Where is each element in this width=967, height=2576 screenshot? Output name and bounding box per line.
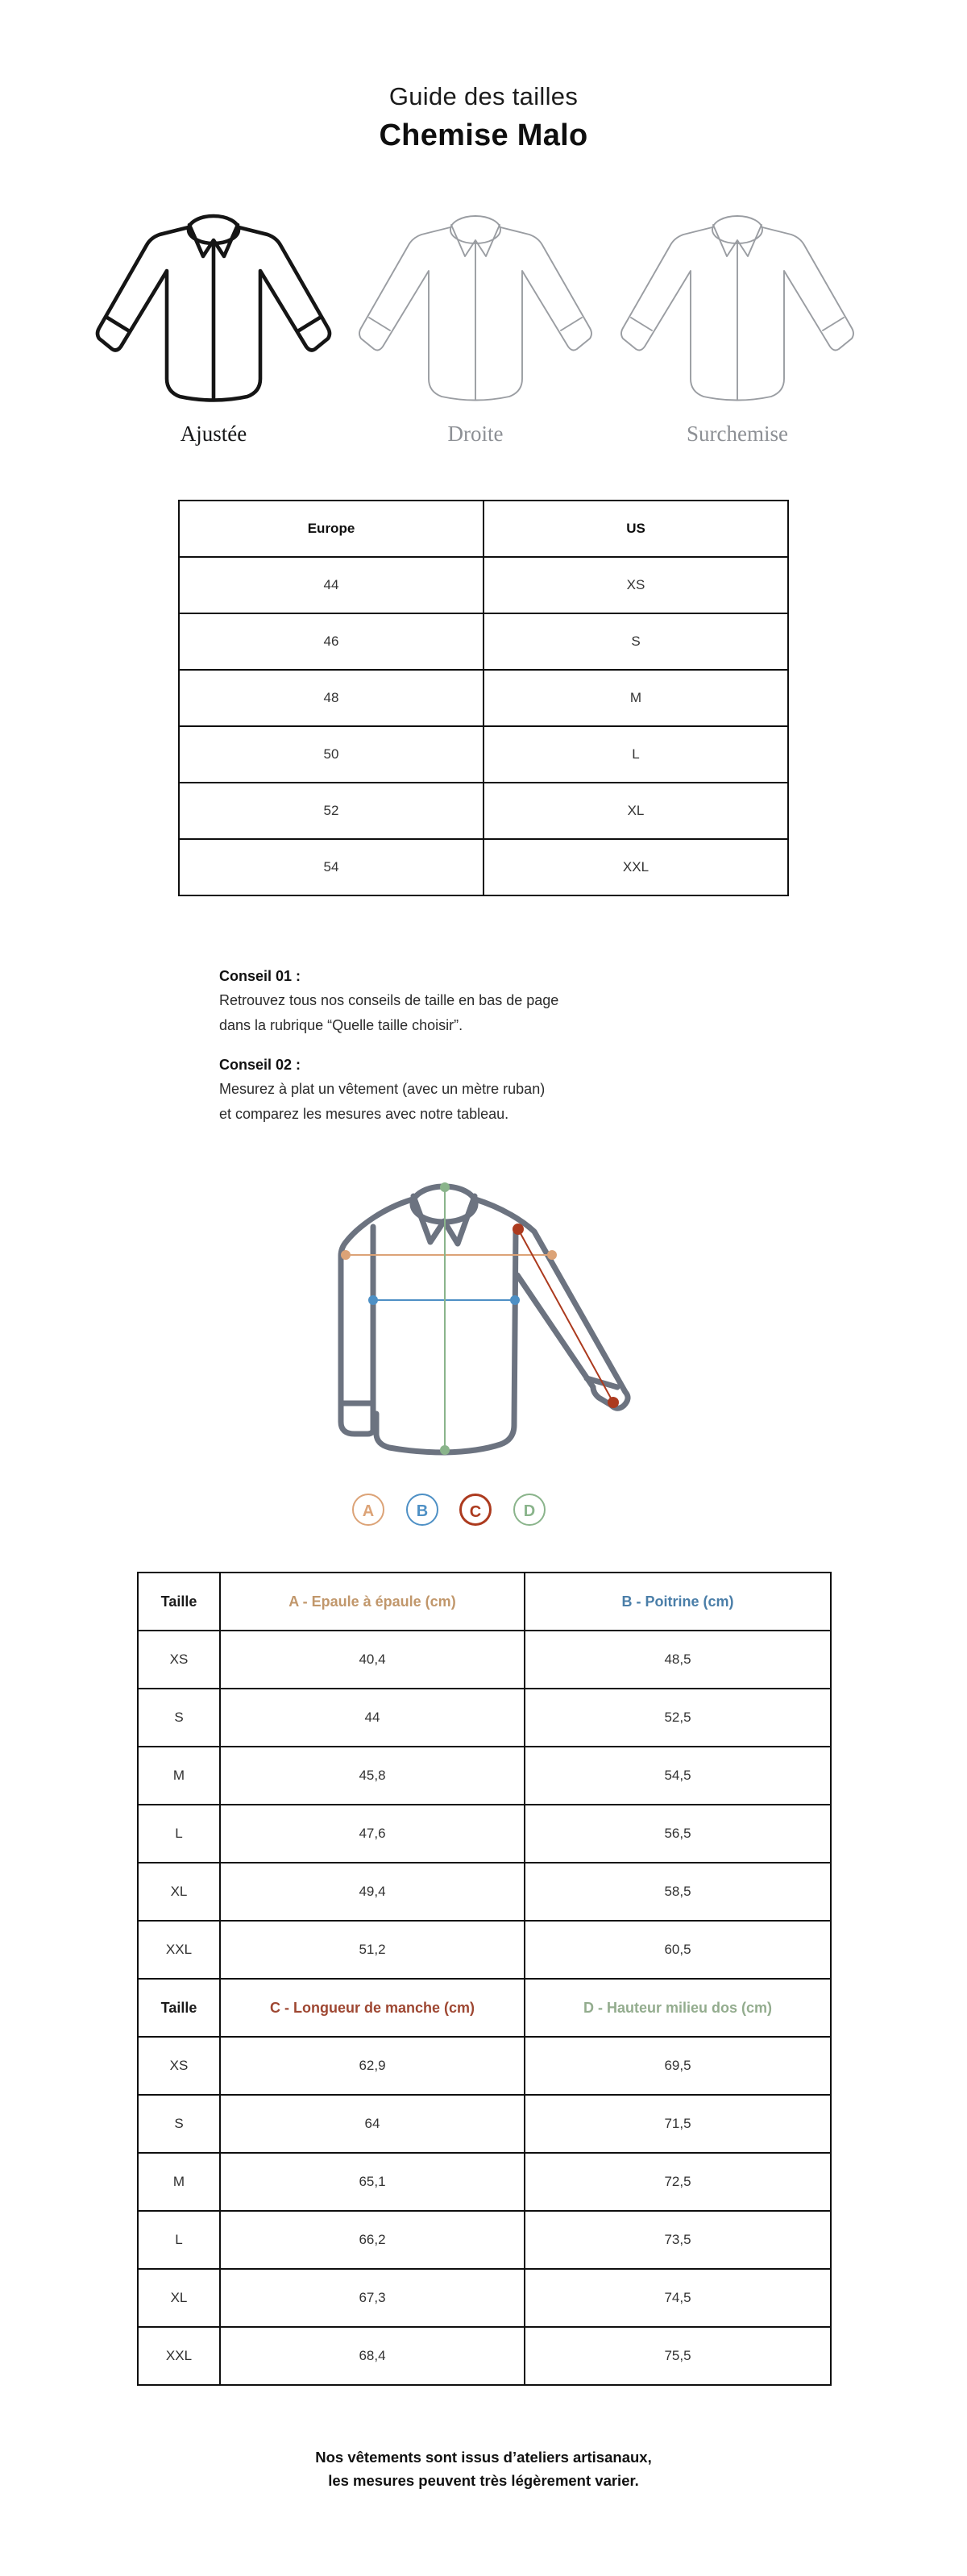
- size-cell: M: [484, 670, 788, 726]
- title-block: [0, 82, 967, 153]
- size-cell: 50: [179, 726, 484, 783]
- column-header-us: US: [484, 501, 788, 557]
- measure-row: [138, 2211, 831, 2269]
- shirt-straight-icon: [355, 208, 596, 413]
- measure-value-cell: 62,9: [220, 2037, 525, 2095]
- page-title: Guide des tailles: [388, 82, 579, 110]
- legend-badge-a: A: [352, 1494, 384, 1526]
- size-conversion-row: [179, 839, 788, 895]
- measure-value-cell: 71,5: [525, 2095, 831, 2153]
- footer-line: les mesures peuvent très légèrement varier.: [328, 2472, 639, 2489]
- measure-value-cell: 64: [220, 2095, 525, 2153]
- shirt-overshirt-icon: [616, 208, 858, 413]
- size-conversion-row: [179, 613, 788, 670]
- fit-option-surchemise[interactable]: [616, 208, 858, 447]
- tip-line: dans la rubrique “Quelle taille choisir”.: [219, 1017, 463, 1033]
- measure-header-row: [138, 1573, 831, 1631]
- measure-row: [138, 1689, 831, 1747]
- measure-row: [138, 1747, 831, 1805]
- tip-line: et comparez les mesures avec notre tableau.: [219, 1106, 509, 1122]
- measure-value-cell: 66,2: [220, 2211, 525, 2269]
- measure-value-cell: 40,4: [220, 1631, 525, 1689]
- product-name: Chemise Malo: [379, 118, 588, 152]
- measure-column-header: Taille: [138, 1979, 220, 2037]
- fit-option-label: Droite: [447, 422, 504, 446]
- measure-size-cell: L: [138, 2211, 220, 2269]
- size-conversion-row: [179, 783, 788, 839]
- measure-size-cell: S: [138, 1689, 220, 1747]
- measure-size-cell: XXL: [138, 1921, 220, 1979]
- legend-badge-d: D: [513, 1494, 546, 1526]
- size-conversion-header-row: [179, 501, 788, 557]
- size-cell: XS: [484, 557, 788, 613]
- fit-option-label: Ajustée: [180, 422, 247, 446]
- fit-option-ajustee[interactable]: [93, 208, 334, 447]
- measure-column-header: B - Poitrine (cm): [525, 1573, 831, 1631]
- size-conversion-table: [178, 500, 789, 896]
- shirt-fitted-icon: [93, 208, 334, 413]
- measure-value-cell: 49,4: [220, 1863, 525, 1921]
- measure-legend: [0, 1494, 967, 1529]
- measurements-table: [137, 1572, 832, 2386]
- size-conversion-row: [179, 670, 788, 726]
- measure-value-cell: 60,5: [525, 1921, 831, 1979]
- size-conversion-row: [179, 557, 788, 613]
- size-cell: 46: [179, 613, 484, 670]
- measure-value-cell: 58,5: [525, 1863, 831, 1921]
- footer-note: [0, 2445, 967, 2492]
- measure-value-cell: 74,5: [525, 2269, 831, 2327]
- size-cell: XL: [484, 783, 788, 839]
- measure-row: [138, 2095, 831, 2153]
- size-cell: 54: [179, 839, 484, 895]
- measure-value-cell: 44: [220, 1689, 525, 1747]
- measure-value-cell: 56,5: [525, 1805, 831, 1863]
- measure-column-header: C - Longueur de manche (cm): [220, 1979, 525, 2037]
- legend-badge-c: C: [459, 1494, 492, 1526]
- tip-02: [219, 1053, 622, 1127]
- size-cell: XXL: [484, 839, 788, 895]
- measure-value-cell: 45,8: [220, 1747, 525, 1805]
- measure-value-cell: 67,3: [220, 2269, 525, 2327]
- measure-row: [138, 1921, 831, 1979]
- measure-row: [138, 1863, 831, 1921]
- measure-column-header: A - Epaule à épaule (cm): [220, 1573, 525, 1631]
- measure-row: [138, 1631, 831, 1689]
- measure-value-cell: 65,1: [220, 2153, 525, 2211]
- measure-value-cell: 73,5: [525, 2211, 831, 2269]
- measure-line-c: [518, 1229, 613, 1402]
- measure-value-cell: 69,5: [525, 2037, 831, 2095]
- measure-row: [138, 1805, 831, 1863]
- size-cell: 52: [179, 783, 484, 839]
- tip-line: Retrouvez tous nos conseils de taille en bas de page: [219, 992, 559, 1008]
- measure-column-header: D - Hauteur milieu dos (cm): [525, 1979, 831, 2037]
- fit-option-droite[interactable]: [355, 208, 596, 447]
- measure-value-cell: 75,5: [525, 2327, 831, 2385]
- tip-line: Mesurez à plat un vêtement (avec un mètre ruban): [219, 1081, 546, 1097]
- measure-value-cell: 48,5: [525, 1631, 831, 1689]
- measure-value-cell: 47,6: [220, 1805, 525, 1863]
- measure-size-cell: M: [138, 2153, 220, 2211]
- footer-line: Nos vêtements sont issus d’ateliers artisanaux,: [315, 2449, 652, 2466]
- measure-row: [138, 2269, 831, 2327]
- fit-options-row: [0, 208, 967, 458]
- size-cell: S: [484, 613, 788, 670]
- tips-block: [219, 964, 622, 1127]
- measure-value-cell: 51,2: [220, 1921, 525, 1979]
- tip-title: Conseil 01 :: [219, 968, 301, 984]
- measure-value-cell: 72,5: [525, 2153, 831, 2211]
- size-cell: 48: [179, 670, 484, 726]
- measure-size-cell: XS: [138, 1631, 220, 1689]
- measure-row: [138, 2153, 831, 2211]
- measure-value-cell: 54,5: [525, 1747, 831, 1805]
- measure-size-cell: S: [138, 2095, 220, 2153]
- measure-row: [138, 2327, 831, 2385]
- measure-size-cell: XL: [138, 2269, 220, 2327]
- measure-size-cell: L: [138, 1805, 220, 1863]
- column-header-europe: Europe: [179, 501, 484, 557]
- size-conversion-row: [179, 726, 788, 783]
- measure-column-header: Taille: [138, 1573, 220, 1631]
- legend-badge-b: B: [406, 1494, 438, 1526]
- measure-size-cell: XL: [138, 1863, 220, 1921]
- measurement-diagram: [298, 1153, 653, 1507]
- measure-value-cell: 52,5: [525, 1689, 831, 1747]
- measure-header-row: [138, 1979, 831, 2037]
- measure-row: [138, 2037, 831, 2095]
- tip-title: Conseil 02 :: [219, 1057, 301, 1073]
- measure-value-cell: 68,4: [220, 2327, 525, 2385]
- size-cell: L: [484, 726, 788, 783]
- fit-option-label: Surchemise: [687, 422, 788, 446]
- measure-size-cell: M: [138, 1747, 220, 1805]
- tip-01: [219, 964, 622, 1038]
- measure-size-cell: XS: [138, 2037, 220, 2095]
- measure-size-cell: XXL: [138, 2327, 220, 2385]
- size-cell: 44: [179, 557, 484, 613]
